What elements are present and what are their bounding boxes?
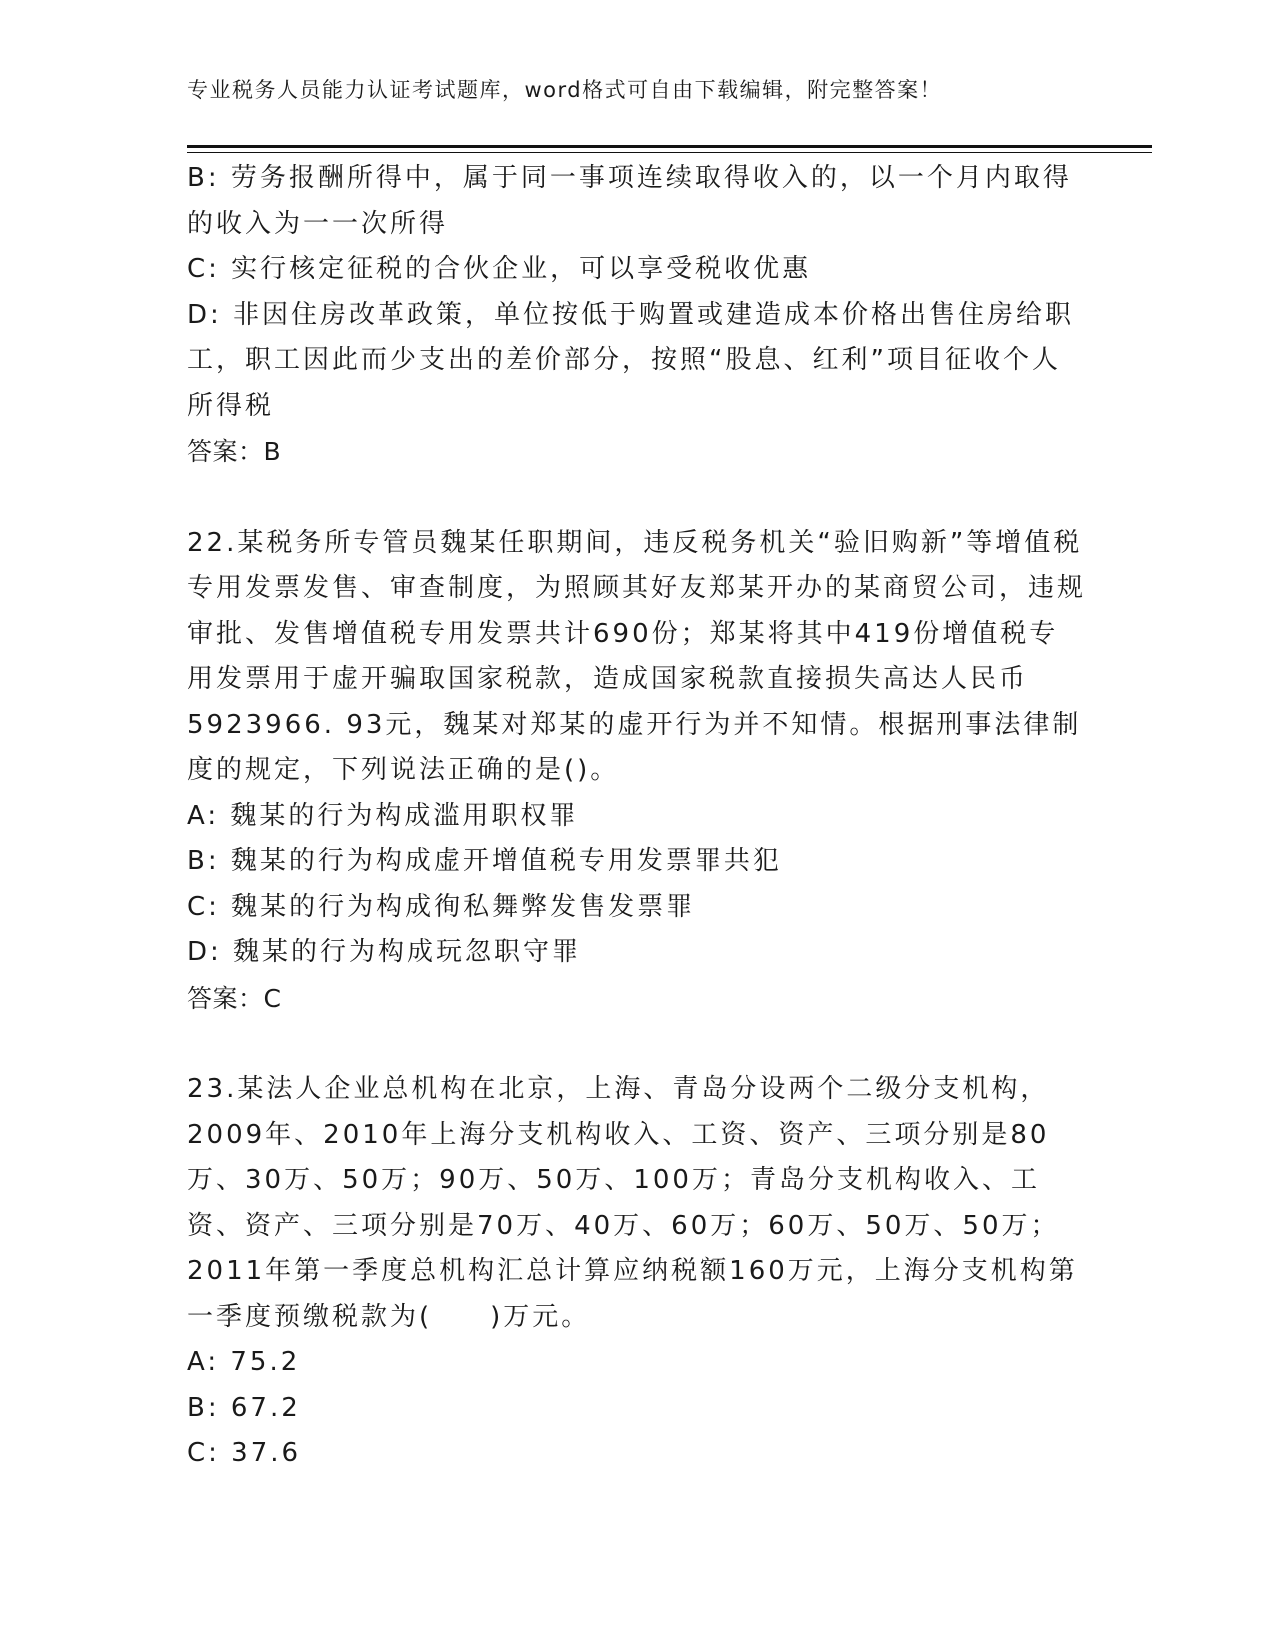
question-23 (187, 1067, 1087, 1477)
q23-stem: 23.某法人企业总机构在北京，上海、青岛分设两个二级分支机构，2009年、2010年上海分支机构收入、工资、资产、三项分别是80万、30万、50万；90万、50万、100万；青岛分支机构收入、工资、资产、三项分别是70万、40万、60万；60万、50万、50万；2011年第一季度总机构汇总计算应纳税额160万元，上海分支机构第一季度预缴税款为( )万元。 (187, 1074, 1078, 1332)
spacer (187, 1021, 1087, 1067)
page-header: 专业税务人员能力认证考试题库，word格式可自由下载编辑，附完整答案！ (187, 78, 943, 102)
q22-option-d: D: 魏某的行为构成玩忽职守罪 (187, 937, 582, 967)
spacer (187, 475, 1087, 521)
q22-option-b: B: 魏某的行为构成虚开增值税专用发票罪共犯 (187, 846, 782, 876)
header-rule-thick (187, 145, 1152, 148)
question-22 (187, 521, 1087, 1022)
q21-option-d: D: 非因住房改革政策，单位按低于购置或建造成本价格出售住房给职工，职工因此而少支出的差价部分，按照“股息、红利”项目征收个人所得税 (187, 299, 1075, 421)
question-21 (187, 156, 1087, 475)
q22-option-c: C: 魏某的行为构成徇私舞弊发售发票罪 (187, 891, 696, 922)
q23-option-b: B: 67.2 (187, 1392, 301, 1423)
q22-answer: 答案：C (187, 983, 282, 1013)
q23-option-c: C: 37.6 (187, 1438, 302, 1468)
q22-stem: 22.某税务所专管员魏某任职期间，违反税务机关“验旧购新”等增值税专用发票发售、审查制度，为照顾其好友郑某开办的某商贸公司，违规审批、发售增值税专用发票共计690份；郑某将其中419份增值税专用发票用于虚开骗取国家税款，造成国家税款直接损失高达人民币5923966. 93元，魏某对郑某的虚开行为并不知情。根据刑事法律制度的规定，下列说法正确的是()。 (187, 527, 1087, 785)
q23-option-a: A: 75.2 (187, 1347, 301, 1377)
q21-option-b: B: 劳务报酬所得中，属于同一事项连续取得收入的，以一个月内取得的收入为一一次所得 (187, 163, 1072, 239)
header-rule-thin (187, 152, 1152, 153)
q21-option-c: C: 实行核定征税的合伙企业，可以享受税收优惠 (187, 254, 812, 284)
document-body (187, 156, 1087, 1477)
q22-option-a: A: 魏某的行为构成滥用职权罪 (187, 800, 579, 831)
q21-answer: 答案：B (187, 437, 282, 466)
